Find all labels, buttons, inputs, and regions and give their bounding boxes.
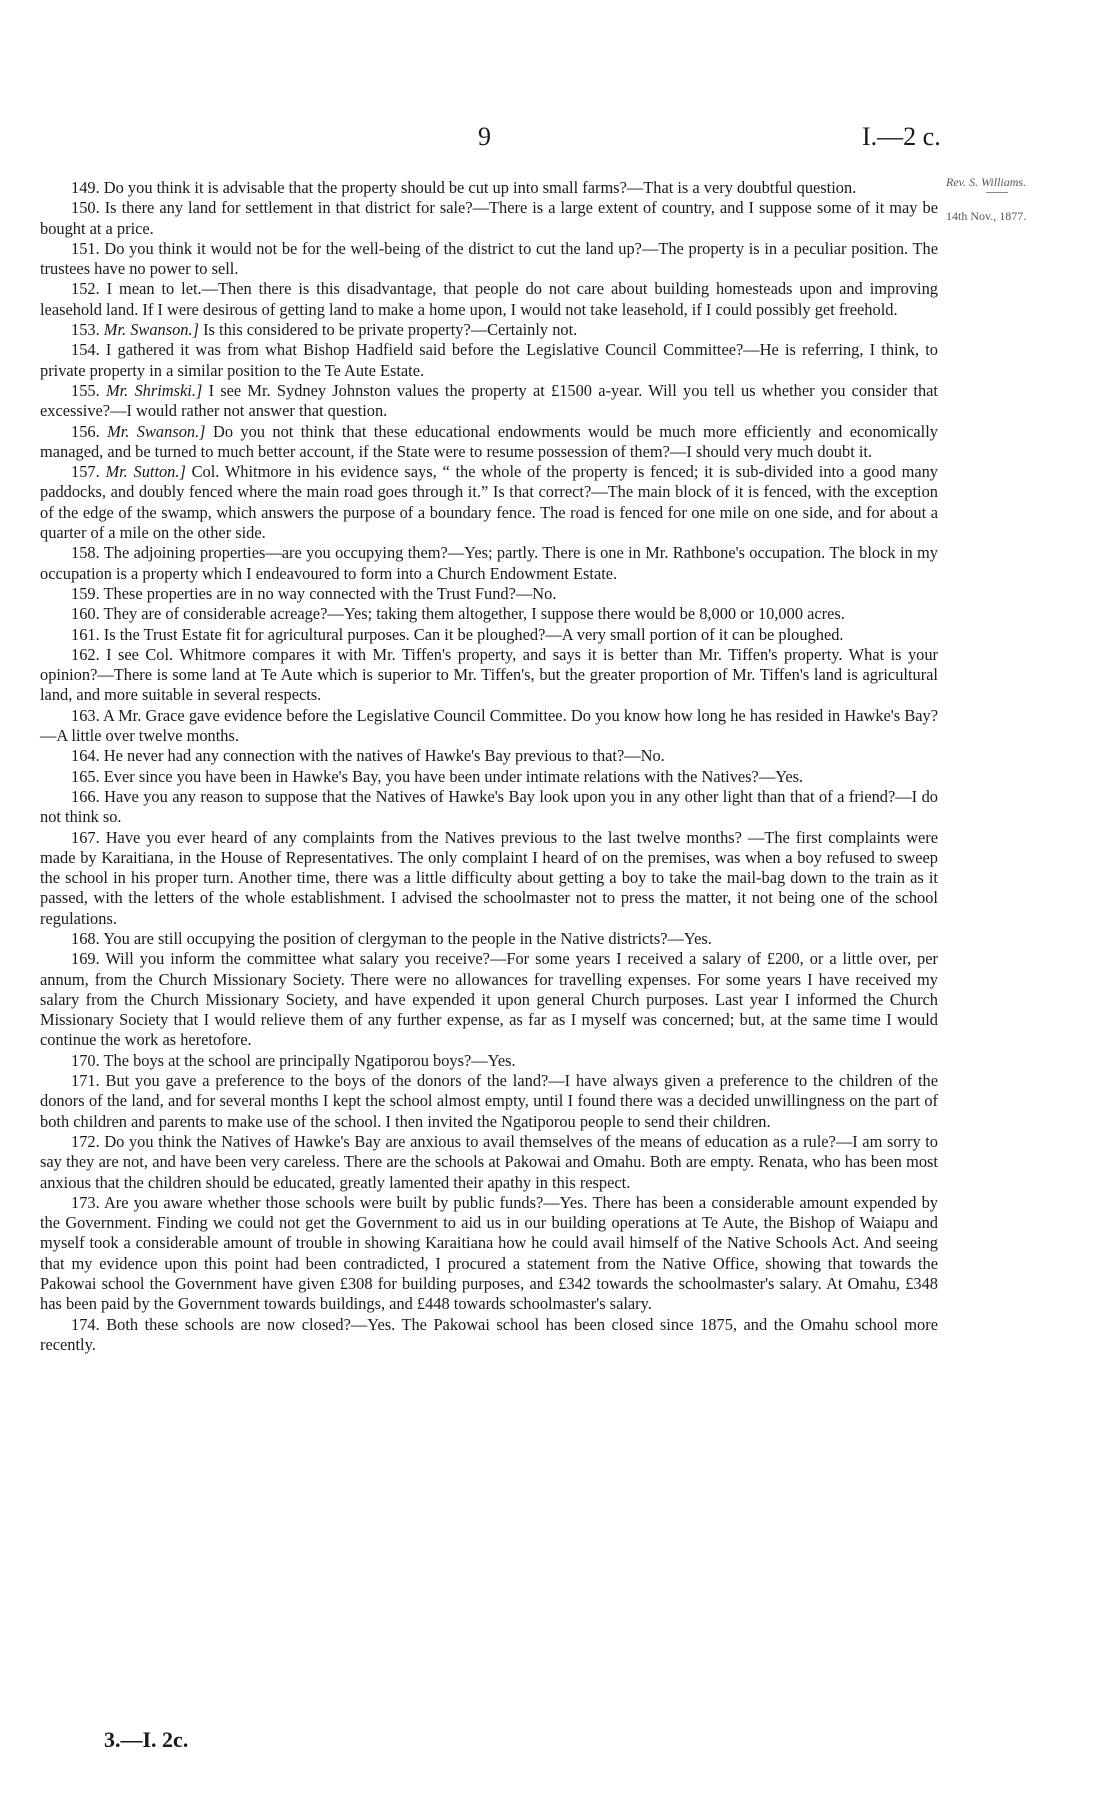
question-number: 152. [71,279,100,299]
question-answer-text: Col. Whitmore in his evidence says, “ the whole of the property is fenced; it is sub-divided into a good many paddocks, and doubly fenced where the main road goes through it.” Is that correct?—The main block of it is fenced, with the exception of the edge of the swamp, which answers the purpose of a boundary fence. The road is fenced for one mile on one side, and for about a quarter of a mile on the other side. [40,462,938,543]
question-answer-text: Do you think it is advisable that the property should be cut up into small farms?—That is a very doubtful question. [103,178,857,197]
evidence-body [40,178,938,1355]
question-answer-text: You are still occupying the position of clergyman to the people in the Native districts?—Yes. [103,928,712,948]
question-number: 158. [71,543,100,563]
evidence-paragraph [40,787,938,828]
question-answer-text: Ever since you have been in Hawke's Bay, you have been under intimate relations with the Natives?—Yes. [103,766,804,786]
questioner-name: Mr. Swanson.] [103,320,199,340]
question-number: 172. [71,1131,100,1151]
evidence-paragraph [40,645,938,706]
question-answer-text: I see Mr. Sydney Johnston values the property at £1500 a-year. Will you tell us whether you consider that excessive?—I would rather not answer that question. [40,380,938,421]
question-number: 162. [71,644,100,664]
question-number: 149. [71,178,100,197]
question-answer-text: Are you aware whether those schools were built by public funds?—Yes. There has been a considerable amount expended by the Government. Finding we could not get the Government to aid us in our building operations at Te Aute, the Bishop of Waiapu and myself took a considerable amount of trouble in showing Karaitiana how he could avail himself of the Native Schools Act. And seeing that my evidence upon this point had been contradicted, I procured a statement from the Native Office, showing that towards the Pakowai school the Government have given £308 for building purposes, and £342 towards the schoolmaster's salary. At Omahu, £348 has been paid by the Government towards buildings, and £448 towards schoolmaster's salary. [40,1192,938,1314]
question-answer-text: They are of considerable acreage?—Yes; taking them altogether, I suppose there would be 8,000 or 10,000 acres. [103,604,845,624]
evidence-paragraph [40,625,938,645]
evidence-paragraph [40,279,938,320]
evidence-paragraph [40,543,938,584]
evidence-paragraph [40,828,938,929]
question-answer-text: Is this considered to be private property?—Certainly not. [203,320,578,340]
evidence-paragraph [40,1315,938,1356]
evidence-paragraph [40,178,938,198]
question-number: 161. [71,624,100,644]
evidence-paragraph [40,381,938,422]
document-reference: I.—2 c. [862,122,941,151]
evidence-paragraph [40,584,938,604]
question-number: 150. [71,198,100,218]
question-number: 168. [71,928,100,948]
question-answer-text: Do you not think that these educational endowments would be much more efficiently and economically managed, and be turned to much better account, if the State were to resume possession of them?—I should very much doubt it. [40,421,938,461]
question-answer-text: Have you any reason to suppose that the Natives of Hawke's Bay look upon you in any other light than that of a friend?—I do not think so. [40,786,938,827]
questioner-name: Mr. Swanson.] [107,421,206,441]
question-number: 155. [71,380,100,400]
question-answer-text: Is the Trust Estate fit for agricultural purposes. Can it be ploughed?—A very small portion of it can be ploughed. [103,624,844,644]
question-answer-text: But you gave a preference to the boys of the donors of the land?—I have always given a preference to the children of the donors of the land, and for several months I kept the school almost empty, until I found there was a decided unwillingness on the part of both children and parents to make use of the school. I then invited the Ngatiporou people to send their children. [40,1071,938,1131]
question-number: 154. [71,340,100,360]
evidence-paragraph [40,198,938,239]
questioner-name: Mr. Shrimski.] [105,380,203,400]
evidence-paragraph [40,929,938,949]
question-number: 174. [71,1314,100,1334]
margin-note-witness [946,174,1096,193]
question-answer-text: The boys at the school are principally Ngatiporou boys?—Yes. [103,1050,516,1070]
question-answer-text: I mean to let.—Then there is this disadvantage, that people do not care about building homesteads upon and improving leasehold land. If I were desirous of getting land to make a home upon, I would not take leasehold, if I could possibly get freehold. [40,279,938,319]
question-number: 157. [71,462,100,482]
question-answer-text: A Mr. Grace gave evidence before the Legislative Council Committee. Do you know how long he has resided in Hawke's Bay?—A little over twelve months. [40,705,938,746]
question-number: 164. [71,746,100,766]
question-number: 159. [71,583,100,603]
question-number: 171. [71,1071,100,1091]
question-number: 156. [71,421,100,441]
evidence-paragraph [40,746,938,766]
question-answer-text: I gathered it was from what Bishop Hadfield said before the Legislative Council Committee?—He is referring, I think, to private property in a similar position to the Te Aute Estate. [40,340,938,380]
question-number: 169. [71,949,100,969]
footer-signature: 3.—I. 2c. [104,1727,189,1752]
evidence-paragraph [40,1051,938,1071]
margin-rule [986,192,1008,193]
questioner-name: Mr. Sutton.] [105,462,186,482]
question-number: 151. [71,238,100,258]
question-answer-text: Do you think the Natives of Hawke's Bay are anxious to avail themselves of the means of education as a rule?—I am sorry to say they are not, and have been very careless. There are the schools at Pakowai and Omahu. Both are empty. Renata, who has been most anxious that the children should be educated, greatly lamented their apathy in this respect. [40,1131,938,1192]
margin-note-witness-text: Rev. S. Williams. [946,175,1027,189]
page-number: 9 [478,122,491,151]
evidence-paragraph [40,1132,938,1193]
question-answer-text: I see Col. Whitmore compares it with Mr. Tiffen's property, and says it is better than Mr. Tiffen's property. What is your opinion?—There is some land at Te Aute which is superior to Mr. Tiffen's, but the greater proportion of Mr. Tiffen's land is agricultural land, and more suitable in several respects. [40,644,938,705]
question-number: 165. [71,766,100,786]
evidence-paragraph [40,767,938,787]
evidence-paragraph [40,1193,938,1315]
question-answer-text: Do you think it would not be for the well-being of the district to cut the land up?—The property is in a peculiar position. The trustees have no power to sell. [40,238,938,279]
question-number: 170. [71,1050,100,1070]
question-answer-text: Have you ever heard of any complaints from the Natives previous to the last twelve months? —The first complaints were made by Karaitiana, in the House of Representatives. The only complaint I heard of on the premises, was when a boy refused to sweep the school in his proper turn. Another time, there was a little difficulty about getting a boy to take the mail-bag down to the train as it passed, with the letters of the whole establishment. I advised the schoolmaster not to press the matter, it not being one of the school regulations. [40,827,938,928]
question-number: 167. [71,827,100,847]
evidence-paragraph [40,422,938,463]
question-answer-text: Will you inform the committee what salary you receive?—For some years I received a salary of £200, or a little over, per annum, from the Church Missionary Society. There were no allowances for travelling expenses. For some years I have received my salary from the Church Missionary Society, and have expended it upon general Church purposes. Last year I informed the Church Missionary Society that I would relieve them of any further expense, as far as I myself was concerned; but, at the same time I would continue the work as heretofore. [40,949,938,1050]
evidence-paragraph [40,604,938,624]
evidence-paragraph [40,462,938,543]
question-number: 173. [71,1192,100,1212]
question-answer-text: These properties are in no way connected with the Trust Fund?—No. [103,583,557,603]
evidence-paragraph [40,706,938,747]
question-number: 160. [71,604,100,624]
evidence-paragraph [40,320,938,340]
margin-note-date: 14th Nov., 1877. [946,209,1027,223]
question-answer-text: Both these schools are now closed?—Yes. The Pakowai school has been closed since 1875, and the Omahu school more recently. [40,1314,938,1354]
evidence-paragraph [40,340,938,381]
question-answer-text: The adjoining properties—are you occupying them?—Yes; partly. There is one in Mr. Rathbone's occupation. The block in my occupation is a property which I endeavoured to form into a Church Endowment Estate. [40,543,938,583]
question-answer-text: Is there any land for settlement in that district for sale?—There is a large extent of country, and I suppose some of it may be bought at a price. [40,198,938,238]
question-number: 166. [71,786,100,806]
evidence-paragraph [40,949,938,1050]
evidence-paragraph [40,1071,938,1132]
evidence-paragraph [40,239,938,280]
question-answer-text: He never had any connection with the natives of Hawke's Bay previous to that?—No. [103,746,665,766]
question-number: 153. [71,320,100,340]
question-number: 163. [71,705,100,725]
